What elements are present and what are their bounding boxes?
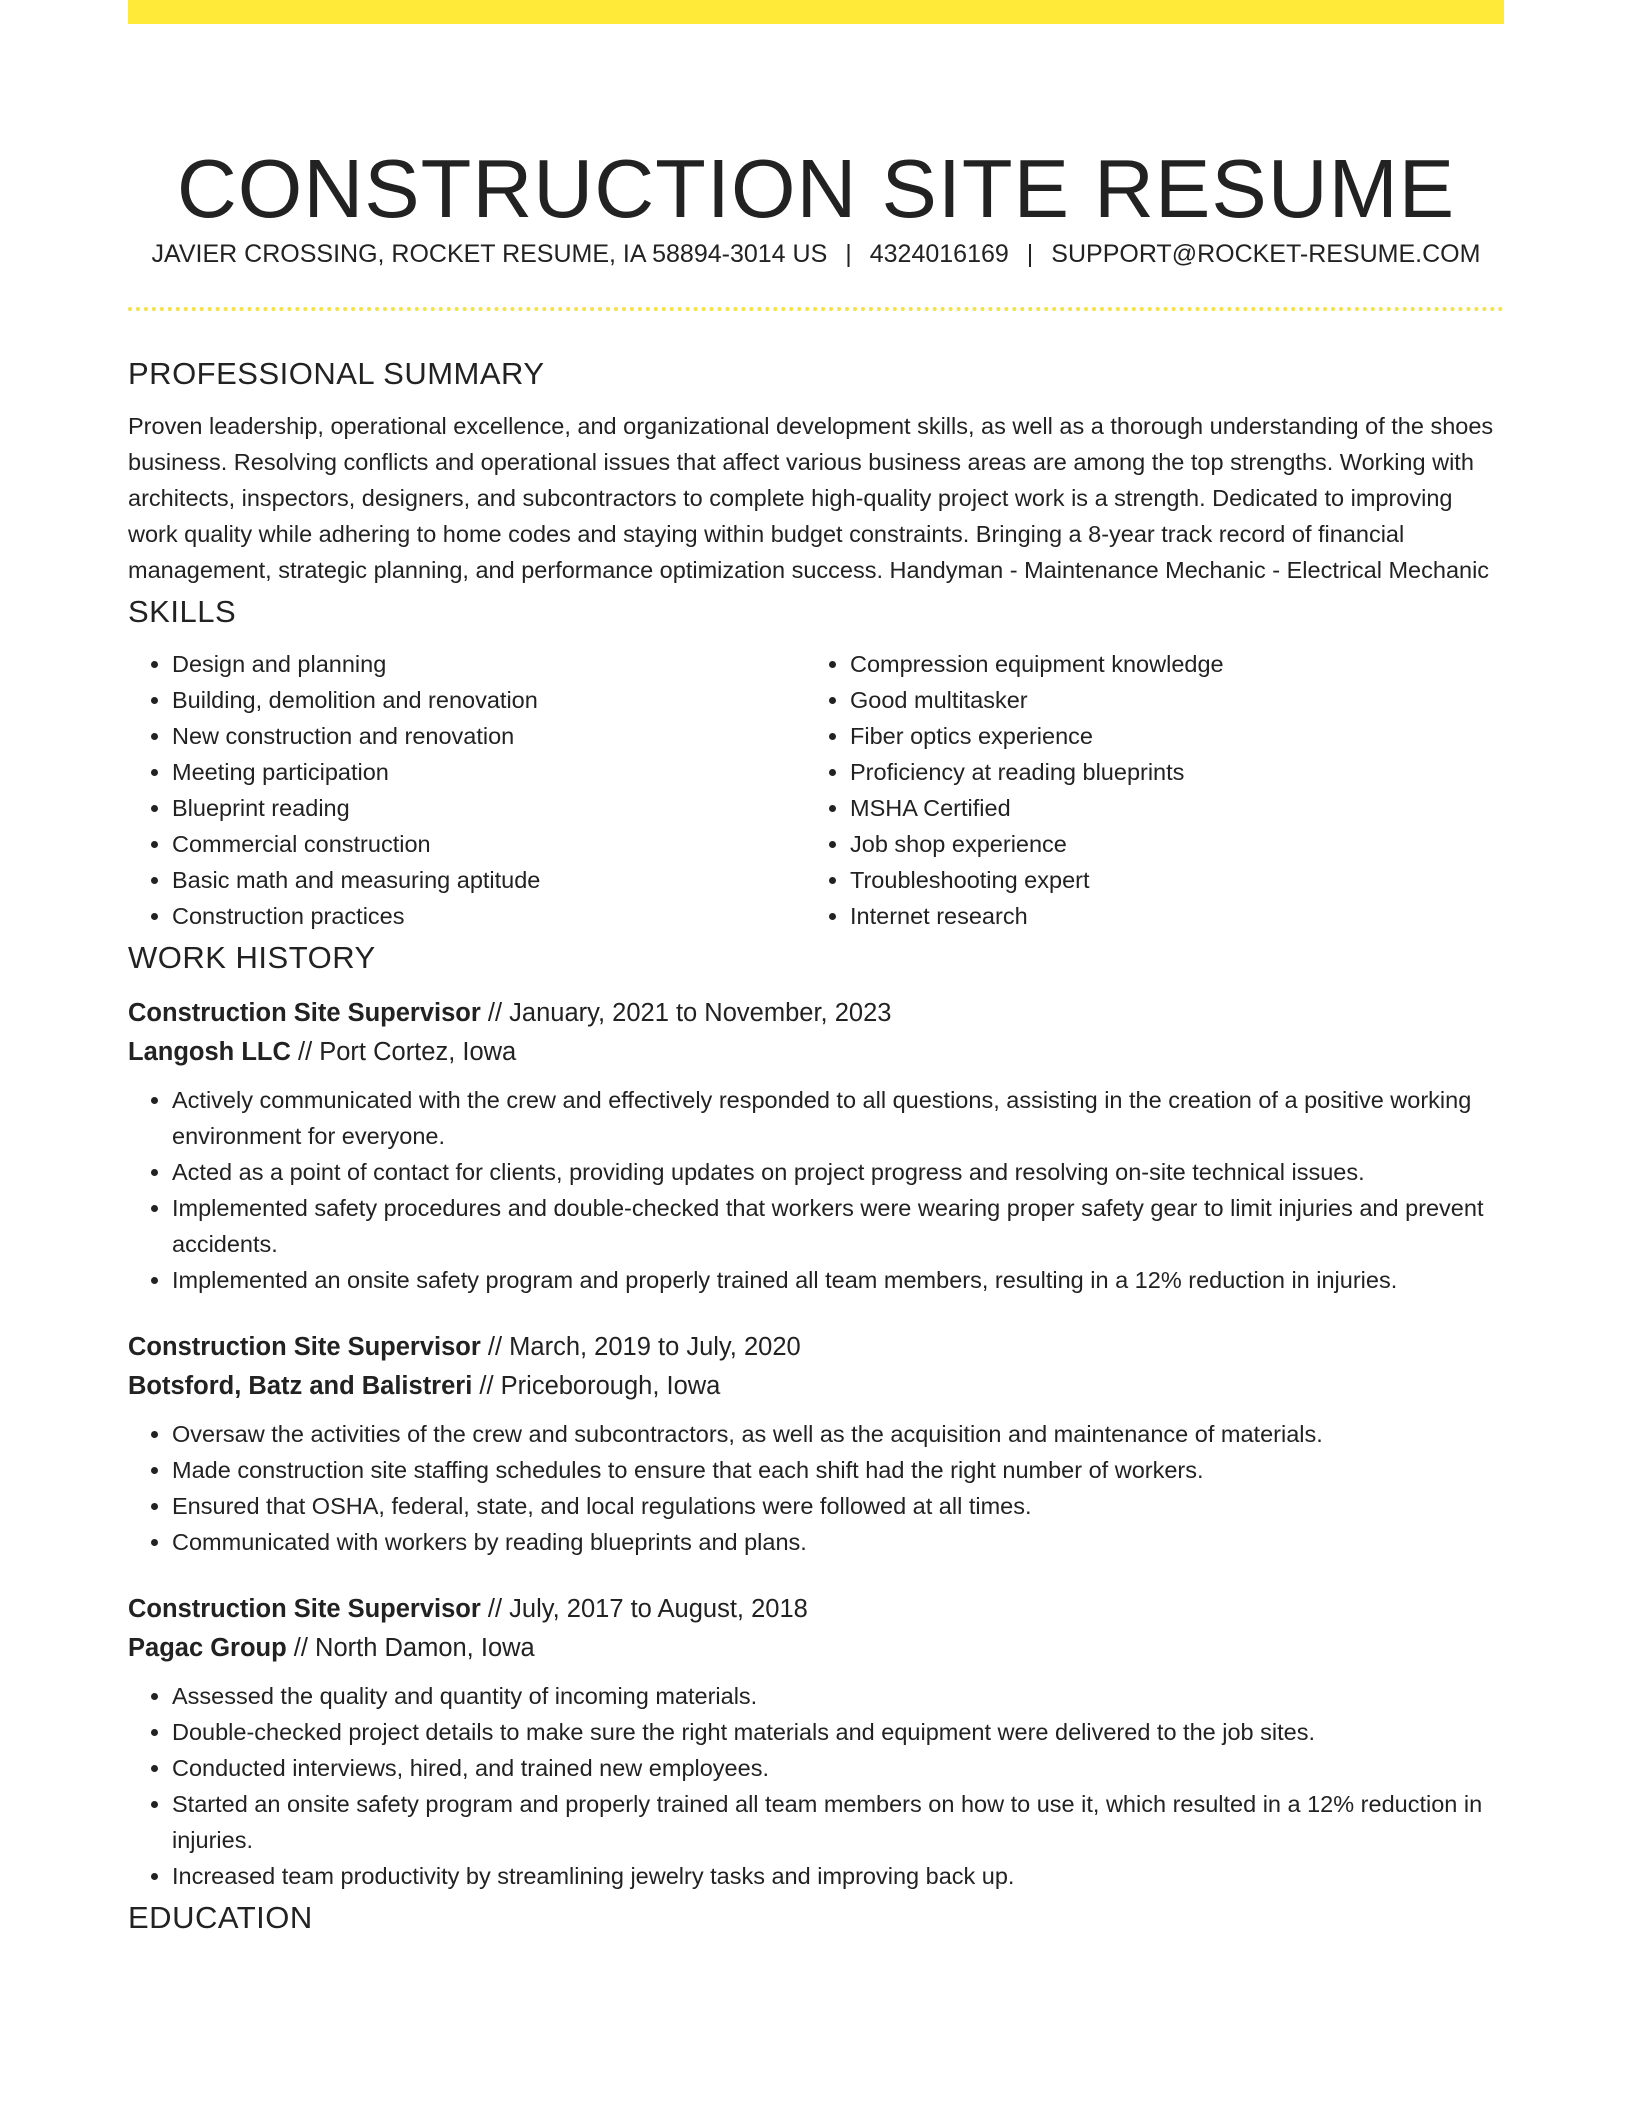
duty-item: • Increased team productivity by streamlining jewelry tasks and improving back up. — [172, 1858, 1504, 1894]
job-company-line — [128, 1629, 1504, 1668]
duty-item: • Oversaw the activities of the crew and subcontractors, as well as the acquisition and maintenance of materials. — [172, 1416, 1504, 1452]
job-company-line — [128, 1367, 1504, 1406]
skill-item: • Compression equipment knowledge — [850, 646, 1484, 682]
duty-item: • Conducted interviews, hired, and trained new employees. — [172, 1750, 1504, 1786]
skill-item: • Fiber optics experience — [850, 718, 1484, 754]
job-entry — [128, 994, 1504, 1298]
job-location: // North Damon, Iowa — [286, 1634, 535, 1662]
skills-heading: SKILLS — [128, 594, 237, 629]
resume-title: CONSTRUCTION SITE RESUME — [176, 141, 1456, 235]
skill-item: • Design and planning — [172, 646, 806, 682]
duty-item: • Communicated with workers by reading blueprints and plans. — [172, 1524, 1504, 1560]
job-title: Construction Site Supervisor — [128, 1595, 481, 1623]
skill-item: • Internet research — [850, 898, 1484, 934]
job-entry — [128, 1328, 1504, 1560]
skill-item: • Good multitasker — [850, 682, 1484, 718]
skill-item: • Building, demolition and renovation — [172, 682, 806, 718]
skill-item: • Meeting participation — [172, 754, 806, 790]
education-heading: EDUCATION — [128, 1900, 313, 1935]
job-company: Botsford, Batz and Balistreri — [128, 1372, 473, 1400]
contact-phone: 4324016169 — [869, 240, 1009, 268]
skills-columns — [128, 646, 1504, 934]
job-duties — [128, 1678, 1504, 1894]
job-duties — [128, 1082, 1504, 1298]
job-dates: // March, 2019 to July, 2020 — [480, 1333, 801, 1361]
job-dates: // January, 2021 to November, 2023 — [480, 999, 892, 1027]
contact-email: SUPPORT@ROCKET-RESUME.COM — [1051, 240, 1481, 268]
job-company-line — [128, 1033, 1504, 1072]
summary-heading: PROFESSIONAL SUMMARY — [128, 356, 545, 391]
duty-item: • Double-checked project details to make sure the right materials and equipment were delivered to the job sites. — [172, 1714, 1504, 1750]
contact-separator: | — [845, 240, 852, 268]
job-title-line — [128, 1328, 1504, 1367]
duty-item: • Assessed the quality and quantity of incoming materials. — [172, 1678, 1504, 1714]
skill-item: • Commercial construction — [172, 826, 806, 862]
job-location: // Priceborough, Iowa — [472, 1372, 721, 1400]
duty-item: • Implemented safety procedures and double-checked that workers were wearing proper safety gear to limit injuries and prevent accidents. — [172, 1190, 1504, 1262]
skill-item: • Blueprint reading — [172, 790, 806, 826]
contact-line — [128, 236, 1504, 272]
skill-item: • Proficiency at reading blueprints — [850, 754, 1484, 790]
skill-item: • Construction practices — [172, 898, 806, 934]
duty-item: • Implemented an onsite safety program and properly trained all team members, resulting in a 12% reduction in injuries. — [172, 1262, 1504, 1298]
job-duties — [128, 1416, 1504, 1560]
job-company: Langosh LLC — [128, 1038, 291, 1066]
job-location: // Port Cortez, Iowa — [290, 1038, 517, 1066]
job-title-line — [128, 994, 1504, 1033]
resume-content — [128, 350, 1504, 1942]
skill-item: • Job shop experience — [850, 826, 1484, 862]
duty-item: • Actively communicated with the crew and effectively responded to all questions, assisting in the creation of a positive working environment for everyone. — [172, 1082, 1504, 1154]
job-company: Pagac Group — [128, 1634, 287, 1662]
contact-address: JAVIER CROSSING, ROCKET RESUME, IA 58894-3014 US — [151, 240, 828, 268]
skill-item: • Troubleshooting expert — [850, 862, 1484, 898]
skill-item: • New construction and renovation — [172, 718, 806, 754]
contact-separator: | — [1026, 240, 1034, 268]
skills-list-left — [128, 646, 806, 934]
duty-item: • Ensured that OSHA, federal, state, and local regulations were followed at all times. — [172, 1488, 1504, 1524]
accent-bar — [128, 0, 1504, 24]
job-dates: // July, 2017 to August, 2018 — [480, 1595, 808, 1623]
job-title: Construction Site Supervisor — [128, 1333, 481, 1361]
work-history-heading: WORK HISTORY — [128, 940, 376, 975]
duty-item: • Started an onsite safety program and properly trained all team members on how to use it, which resulted in a 12% reduction in injuries. — [172, 1786, 1504, 1858]
skills-list-right — [806, 646, 1484, 934]
job-entry — [128, 1590, 1504, 1894]
job-title-line — [128, 1590, 1504, 1629]
dotted-divider — [128, 307, 1504, 311]
summary-text: Proven leadership, operational excellence, and organizational development skills, as well as a thorough understanding of the shoes business. Resolving conflicts and operational issues that affect various business areas are among the top strengths. Working with architects, inspectors, designers, and subcontractors to complete high-quality project work is a strength. Dedicated to improving work quality while adhering to home codes and staying within budget constraints. Bringing a 8-year track record of financial management, strategic planning, and performance optimization success. Handyman - Maintenance Mechanic - Electrical Mechanic — [128, 413, 1494, 583]
job-title: Construction Site Supervisor — [128, 999, 481, 1027]
skill-item: • Basic math and measuring aptitude — [172, 862, 806, 898]
skill-item: • MSHA Certified — [850, 790, 1484, 826]
duty-item: • Made construction site staffing schedules to ensure that each shift had the right number of workers. — [172, 1452, 1504, 1488]
duty-item: • Acted as a point of contact for clients, providing updates on project progress and resolving on-site technical issues. — [172, 1154, 1504, 1190]
